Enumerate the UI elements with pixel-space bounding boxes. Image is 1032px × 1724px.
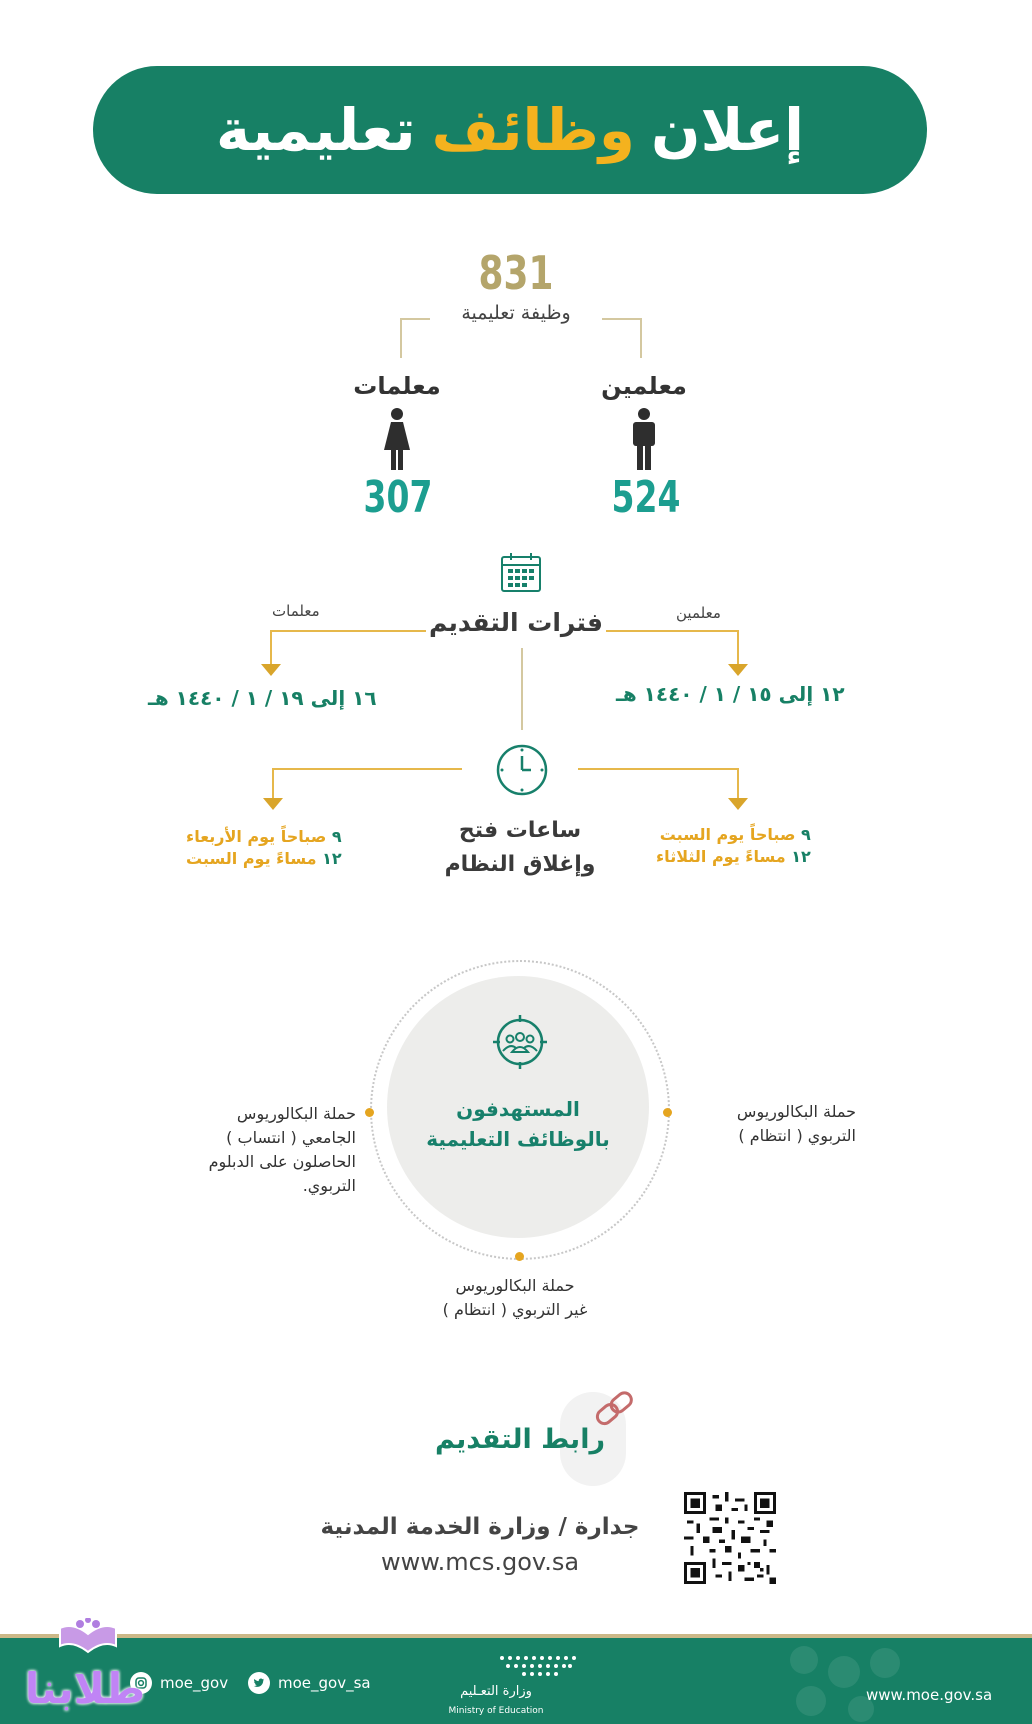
target-distance-diploma [150, 1102, 356, 1198]
target-left-line1: حملة البكالوريوس [236, 1104, 356, 1123]
male-close-number: ١٢ [791, 847, 811, 866]
bullet-dot [365, 1108, 374, 1117]
footer [0, 1638, 1032, 1724]
moe-logo [494, 1650, 584, 1680]
arrow-down-icon [728, 798, 748, 810]
hours-line-right [578, 768, 738, 770]
ministry-name-ar: وزارة التعـليم [460, 1684, 532, 1699]
male-icon [629, 408, 659, 472]
moe-website[interactable]: www.moe.gov.sa [866, 1686, 993, 1704]
clock-icon [495, 743, 549, 797]
arrow-down-icon [728, 664, 748, 676]
ministry-name-en: Ministry of Education [448, 1706, 544, 1716]
female-hours [186, 826, 342, 870]
decor-circle [796, 1686, 826, 1716]
male-open-text: صباحاً يوم السبت [659, 825, 796, 844]
male-hours [656, 824, 811, 868]
male-count: 524 [611, 472, 681, 523]
application-periods-title: فترات التقديم [426, 608, 606, 637]
period-drop-left [270, 630, 272, 664]
title-banner [93, 66, 927, 194]
targets-title-line2: بالوظائف التعليمية [426, 1127, 610, 1151]
qr-code[interactable] [684, 1492, 776, 1584]
total-jobs-label: وظيفة تعليمية [430, 302, 602, 324]
targets-title-line1: المستهدفون [456, 1097, 580, 1121]
split-line-right [640, 318, 642, 358]
title-word-jobs: وظائف [431, 96, 635, 164]
arrow-down-icon [261, 664, 281, 676]
target-non-educational [420, 1274, 610, 1322]
male-open-number: ٩ [801, 825, 811, 844]
targets-title [400, 1094, 636, 1154]
target-right-line2: التربوي ( انتظام ) [738, 1126, 856, 1145]
female-count: 307 [363, 472, 433, 523]
female-close-text: مساءً يوم السبت [186, 849, 317, 868]
system-hours-title-line1: ساعات فتح [458, 818, 582, 843]
arrow-down-icon [263, 798, 283, 810]
hours-line-left [272, 768, 462, 770]
period-line-right [604, 630, 738, 632]
target-bottom-line2: غير التربوي ( انتظام ) [442, 1300, 588, 1319]
twitter-handle[interactable]: moe_gov_sa [278, 1674, 371, 1692]
hours-drop-right [737, 768, 739, 798]
female-open-number: ٩ [331, 827, 342, 846]
twitter-icon[interactable] [248, 1672, 270, 1694]
female-teachers-label: معلمات [353, 372, 441, 400]
period-male-label: معلمين [676, 604, 721, 622]
title-word-announcement: إعلان [650, 96, 804, 164]
decor-circle [790, 1646, 818, 1674]
bullet-dot [663, 1108, 672, 1117]
target-right-line1: حملة البكالوريوس [736, 1102, 856, 1121]
system-hours-title [430, 814, 610, 882]
target-regular-educational [686, 1100, 856, 1148]
decor-circle [828, 1656, 860, 1688]
target-left-line2: الجامعي ( انتساب ) [226, 1128, 356, 1147]
female-open-text: صباحاً يوم الأربعاء [186, 827, 327, 846]
instagram-handle[interactable]: moe_gov [160, 1674, 229, 1692]
watermark-logo [20, 1642, 150, 1720]
target-bottom-line1: حملة البكالوريوس [455, 1276, 575, 1295]
system-hours-title-line2: وإغلاق النظام [444, 852, 596, 877]
split-line-left [400, 318, 402, 358]
group-target-icon [492, 1014, 548, 1070]
target-left-line3: الحاصلون على الدبلوم [208, 1152, 356, 1171]
male-period-dates: ١٢ إلى ١٥ / ١ / ١٤٤٠ هـ [616, 682, 845, 706]
total-jobs-number: 831 [478, 246, 554, 300]
male-teachers-label: معلمين [601, 372, 687, 400]
jadara-label: جدارة / وزارة الخدمة المدنية [320, 1514, 640, 1540]
hours-drop-left [272, 768, 274, 798]
book-icon [58, 1618, 118, 1658]
period-line-left [270, 630, 430, 632]
decor-circle [870, 1648, 900, 1678]
bullet-dot [515, 1252, 524, 1261]
apply-link-label[interactable]: رابط التقديم [434, 1424, 605, 1455]
mcs-url[interactable]: www.mcs.gov.sa [380, 1548, 580, 1576]
title-word-educational: تعليمية [216, 96, 416, 164]
period-female-label: معلمات [272, 602, 320, 620]
calendar-icon [499, 551, 543, 595]
watermark-text: طلابنا [24, 1664, 146, 1713]
female-icon [382, 408, 412, 472]
female-close-number: ١٢ [322, 849, 342, 868]
male-close-text: مساءً يوم الثلاثاء [656, 847, 786, 866]
period-drop-right [737, 630, 739, 664]
center-connector [521, 648, 523, 730]
target-left-line4: التربوي. [302, 1176, 356, 1195]
female-period-dates: ١٦ إلى ١٩ / ١ / ١٤٤٠ هـ [148, 686, 377, 710]
